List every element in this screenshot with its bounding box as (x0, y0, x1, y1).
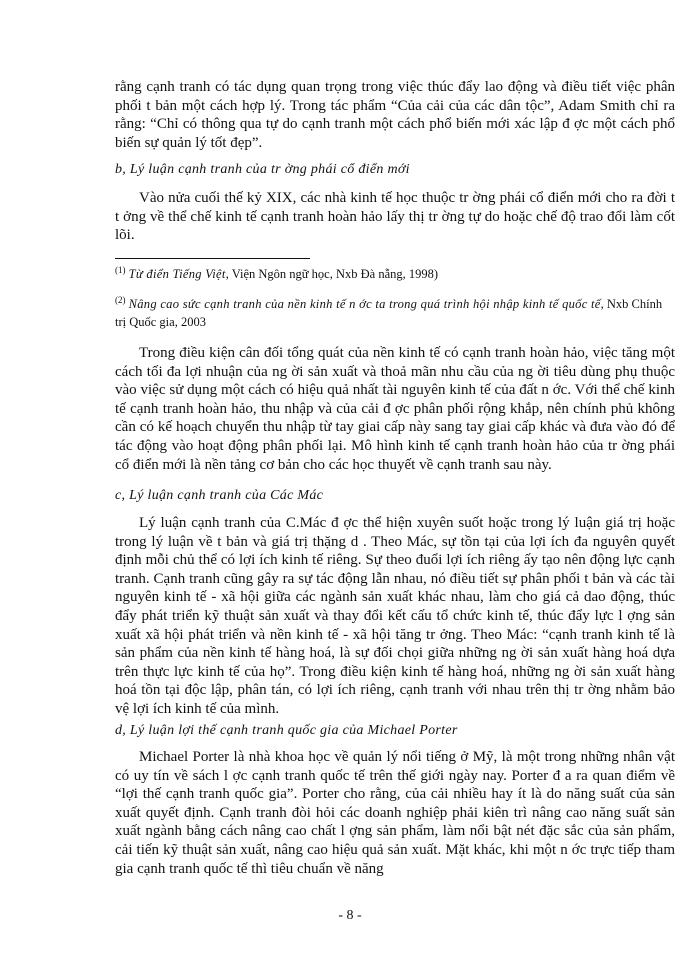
paragraph-c: Lý luận cạnh tranh của C.Mác đ ợc thể hiện xuyên suốt hoặc trong lý luận giá trị hoặc trong lý luận về t bản và giá trị thặng d . Theo Mác, sự tồn tại của lợi ích đa nguyên quyết định mỗi chủ thể có lợi ích kinh tế riêng. Sự theo đuổi lợi ích riêng ấy tạo nên động lực cạnh tranh. Cạnh tranh cũng gây ra sự tác động lẫn nhau, nó điều tiết sự phân phối t bản và các tài nguyên kinh tế - xã hội giữa các ngành sản xuất khác nhau, làm cho giá cả dao động, thúc đẩy phát triển kỹ thuật sản xuất và thay đổi kết cấu tổ chức kinh tế, thúc đẩy lực l ợng sản xuất xã hội phát triển và nền kinh tế - xã hội tăng tr ởng. Theo Mác: “cạnh tranh kinh tế là sản phẩm của nền kinh tế hàng hoá, là sự đối chọi giữa những ng ời sản xuất hàng hoá dựa trên thực lực kinh tế của họ”. Trong điều kiện kinh tế hàng hoá, những ng ời sản xuất hàng hoá tồn tại độc lập, phân tán, có lợi ích riêng, cạnh tranh với nhau trên thị tr ờng nhằm bảo vệ lợi ích kinh tế của mình. (115, 515, 675, 717)
footnote-2-rest: , Nxb Chính trị Quốc gia, 2003 (115, 297, 663, 329)
footnote-1-title: Từ điển Tiếng Việt (128, 267, 226, 281)
paragraph-b2: Trong điều kiện cân đối tổng quát của nền kinh tế có cạnh tranh hoàn hảo, việc tăng một cách tối đa lợi nhuận của ng ời sản xuất và thoả mãn nhu cầu của ng ời tiêu dùng phụ thuộc vào việc sử dụng một cách có hiệu quả nhất tài nguyên kinh tế của đất n ớc. Với thể chế kinh tế cạnh tranh hoàn hảo, thu nhập và của cải đ ợc phân phối rộng khắp, nên chính phủ không cần có kế hoạch chuyển thu nhập từ tay giai cấp này sang tay giai cấp khác và đưa vào đó để tác động vào hoạt động phân phối lại. Mô hình kinh tế cạnh tranh hoàn hảo của tr ờng phái cổ điển mới là nền tảng cơ bản cho các học thuyết về cạnh tranh sau này. (115, 345, 675, 473)
paragraph-d: Michael Porter là nhà khoa học về quản lý nổi tiếng ở Mỹ, là một trong những nhân vật có uy tín về sách l ợc cạnh tranh quốc tế trên thế giới ngày nay. Porter đ a ra quan điểm về “lợi thế cạnh tranh quốc gia”. Porter cho rằng, của cải nhiều hay ít là do năng suất của sản xuất quyết định. Cạnh tranh đòi hỏi các doanh nghiệp phải kiên trì nâng cao năng suất sản xuất ngành bằng cách nâng cao chất l ợng sản phẩm, làm nổi bật nét đặc sắc của sản phẩm, cải tiến kỹ thuật sản xuất, nâng cao hiệu quả sản xuất. Mặt khác, khi một n ớc trực tiếp tham gia cạnh tranh quốc tế thì tiêu chuẩn về năng (115, 749, 675, 877)
footnote-1-mark: (1) (115, 264, 126, 275)
heading-c: c, Lý luận cạnh tranh của Các Mác (115, 488, 324, 503)
footnote-2-mark: (2) (115, 294, 126, 305)
paragraph-intro: rằng cạnh tranh có tác dụng quan trọng trong việc thúc đẩy lao động và điều tiết việc phân phối t bản một cách hợp lý. Trong tác phẩm “Của cải của các dân tộc”, Adam Smith chỉ ra rằng: “Chỉ có thông qua tự do cạnh tranh một cách phổ biến mới xác lập đ ợc một cách phổ biến sự quản lý tốt đẹp”. (115, 79, 675, 151)
paragraph-b1: Vào nửa cuối thế kỷ XIX, các nhà kinh tế học thuộc tr ờng phái cổ điển mới cho ra đời t t ởng về thể chế kinh tế cạnh tranh hoàn hảo lấy thị tr ờng tự do hoặc chế độ trao đổi làm cốt lõi. (115, 190, 675, 244)
page-number: - 8 - (338, 908, 362, 923)
footnote-2 (115, 295, 675, 331)
footnote-1 (115, 265, 675, 283)
footnote-2-title: Nâng cao sức cạnh tranh của nền kinh tế n ớc ta trong quá trình hội nhập kinh tế quốc tế (128, 297, 601, 311)
heading-d: d, Lý luận lợi thế cạnh tranh quốc gia của Michael Porter (115, 723, 458, 738)
footnote-separator (115, 258, 310, 259)
heading-b: b, Lý luận cạnh tranh của tr ờng phái cổ điển mới (115, 162, 410, 177)
footnote-1-rest: , Viện Ngôn ngữ học, Nxb Đà nẵng, 1998) (225, 267, 439, 281)
